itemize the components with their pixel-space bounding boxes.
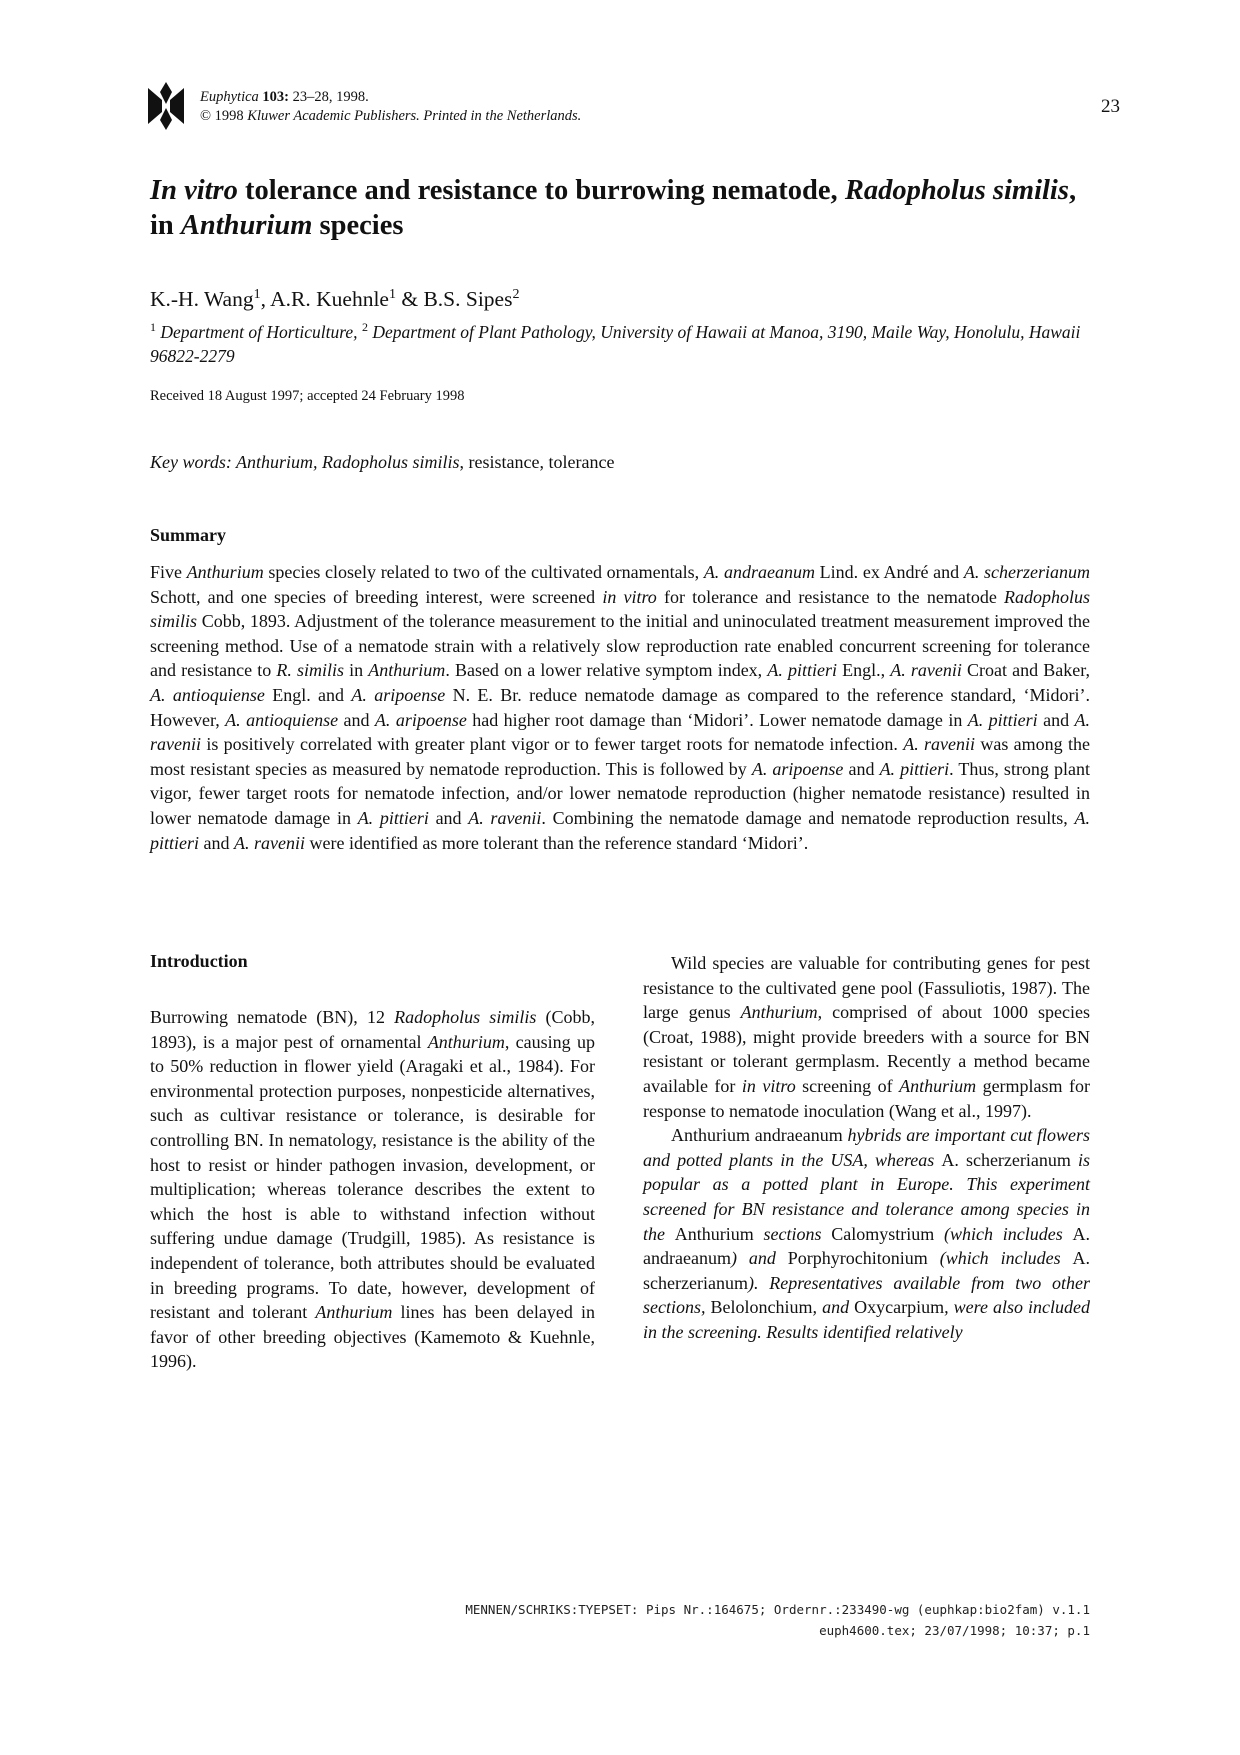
affil-text: Department of Horticulture, [156,321,362,342]
affil-mark: 2 [361,320,368,334]
italic-run: A. antioquiense [150,684,265,705]
title-part: Anthurium [180,210,313,241]
text-run: A. scherzerianum [941,1149,1071,1170]
title-part: species [312,210,404,241]
italic-run: A. ravenii [234,832,305,853]
text-run: Burrowing nematode (BN), 12 [150,1007,395,1027]
italic-run: A. ravenii [468,807,542,828]
title-part: In vitro [150,175,238,206]
text-run: is positively correlated with greater plant vigor or to fewer target roots for nematode infection. [201,734,904,755]
journal-pages: 23–28, 1998. [289,89,369,105]
text-run: N. E. Br. reduce nematode damage as compared to the reference standard, ‘Midori’. However, [150,684,1091,730]
author-name: , A.R. Kuehnle [260,287,389,312]
received-dates: Received 18 August 1997; accepted 24 February 1998 [150,388,465,404]
italic-run: R. similis [276,660,345,681]
text-run: Calomystrium [831,1223,935,1244]
text-run: lines has been delayed in favor of other breeding objectives (Kamemoto & Kuehnle, 1996). [150,1302,595,1372]
copyright-line [200,107,581,126]
intro-paragraph-3 [643,1123,1090,1344]
text-run: A. scherzerianum [643,1248,1090,1293]
italic-run: A. ravenii [890,660,962,681]
text-run: Belolonchium [710,1297,813,1318]
publisher-name: Kluwer Academic Publishers. Printed in the Netherlands. [247,108,582,124]
publisher-logo [148,82,184,130]
text-run: Engl., [836,660,891,681]
text-run: Lind. ex André and [814,562,964,582]
italic-run: Anthurium [186,562,264,582]
citation-line [200,88,581,107]
text-run: . Thus, strong plant vigor, fewer target roots for nematode infection, and/or lower nematode reproduction (higher nematode resistance) resulted in lower nematode damage in [150,758,1090,828]
journal-volume: 103: [262,89,290,105]
title-part: tolerance and resistance to burrowing nematode, [237,175,845,206]
text-run: Anthurium andraeanum [671,1125,843,1146]
text-run: and [338,709,375,730]
author-affil-mark: 1 [388,287,396,302]
text-run: for tolerance and resistance to the nematode [656,586,1004,607]
author-name: & B.S. Sipes [395,287,513,312]
title-part: Radopholus similis [844,175,1069,206]
affil-text: Department of Plant Pathology, University of Hawaii at Manoa, 3190, Maile Way, Honolulu, Hawaii 96822-2279 [150,321,1081,366]
title-part: , in [150,175,1077,241]
italic-run: Radopholus similis [150,586,1090,632]
text-run: Wild species are valuable for contributing genes for pest resistance to the cultivated gene pool (Fassuliotis, 1987). The large genus [643,953,1090,1023]
text-run: Schott, and one species of breeding interest, were screened [150,586,603,607]
italic-run: ). Representatives available from two other sections, [643,1272,1090,1318]
text-run: , causing up to 50% reduction in flower yield (Aragaki et al., 1984). For environmental protection purposes, nonpesticide alternatives, such as cultivar resistance or tolerance, is desirable for controlling BN. In nematology, resistance is the ability of the host to resist or hinder pathogen invasion, development, or multiplication; whereas tolerance describes the extent to which the host is able to withstand infection without suffering undue damage (Trudgill, 1985). As resistance is independent of tolerance, both attributes should be evaluated in breeding programs. To date, however, development of resistant and tolerant [150,1031,595,1323]
text-run: and [1037,709,1075,730]
italic-run: A. ravenii [150,709,1090,755]
publisher-logo-icon [148,82,184,130]
keywords-italic: Key words: Anthurium, Radopholus similis [150,452,460,472]
italic-run: (which includes [934,1223,1073,1244]
italic-run: in vitro [741,1075,796,1096]
intro-paragraph-1 [150,1005,595,1374]
intro-column-2 [643,951,1090,1345]
italic-run: A. ravenii [903,734,976,755]
text-run: , comprised of about 1000 species (Croat, 1988), might provide breeders with a source for BN resistant or tolerant germplasm. Recently a method became available for [643,1002,1090,1096]
italic-run: Radopholus similis [394,1007,537,1027]
text-run: in [344,660,369,681]
text-run: Oxycarpium [854,1297,945,1318]
text-run: A. andraeanum [643,1223,1090,1269]
summary-heading: Summary [150,525,226,545]
italic-run: Anthurium [899,1075,977,1096]
text-run: and [199,832,234,853]
italic-run: A. scherzerianum [963,562,1090,582]
italic-run: A. pittieri [150,807,1090,853]
text-run: Five [150,562,187,582]
italic-run: Anthurium [368,660,446,681]
italic-run: A. pittieri [967,709,1038,730]
page-number: 23 [1101,96,1120,117]
keywords-plain: , resistance, tolerance [459,452,615,472]
italic-run: A. aripoense [751,758,844,779]
author-list [150,287,519,312]
text-run: and [843,758,880,779]
author-affil-mark: 1 [253,287,261,302]
text-run: Anthurium [674,1223,754,1244]
text-run: had higher root damage than ‘Midori’. Lower nematode damage in [466,709,968,730]
intro-paragraph-2 [643,951,1090,1123]
journal-name: Euphytica [200,89,259,105]
text-run: screening of [795,1075,900,1096]
affil-mark: 1 [150,320,156,334]
italic-run: A. aripoense [351,684,446,705]
italic-run: Anthurium [315,1302,393,1323]
italic-run: A. aripoense [374,709,467,730]
text-run: and [428,807,469,828]
italic-run: Anthurium [740,1002,818,1023]
text-run: germplasm for response to nematode inoculation (Wang et al., 1997). [643,1075,1090,1121]
text-run: species closely related to two of the cultivated ornamentals, [263,562,704,582]
text-run: was among the most resistant species as measured by nematode reproduction. This is followed by [150,734,1090,779]
text-run: . Combining the nematode damage and nematode reproduction results, [541,807,1075,828]
italic-run: A. pittieri [879,758,950,779]
affiliations [150,315,1100,368]
paper-title [150,173,1090,243]
italic-run: sections [753,1223,832,1244]
keywords [150,452,614,473]
italic-run: Anthurium [427,1031,505,1052]
author-name: K.-H. Wang [150,287,254,312]
copyright-year: © 1998 [200,108,248,124]
italic-run: in vitro [602,586,657,607]
text-run: (Cobb, 1893), is a major pest of ornamental [150,1007,595,1052]
italic-run: A. pittieri [357,807,429,828]
text-run: Engl. and [264,684,352,705]
author-affil-mark: 2 [512,287,520,302]
italic-run: (which includes [927,1248,1073,1269]
italic-run: , were also included in the screening. Results identified relatively [643,1297,1091,1342]
italic-run: A. antioquiense [225,709,339,730]
typeset-line: euph4600.tex; 23/07/1998; 10:37; p.1 [819,1623,1090,1638]
journal-header [200,88,581,126]
text-run: . Based on a lower relative symptom index, [445,660,768,681]
italic-run: is popular as a potted plant in Europe. This experiment screened for BN resistance and tolerance among species in the [643,1149,1090,1244]
italic-run: A. andraeanum [703,562,815,582]
typeset-line: MENNEN/SCHRIKS:TYEPSET: Pips Nr.:164675; Ordernr.:233490-wg (euphkap:bio2fam) v.1.1 [465,1602,1090,1617]
text-run: Porphyrochitonium [787,1248,928,1269]
text-run: Croat and Baker, [961,660,1091,681]
introduction-heading: Introduction [150,951,248,971]
italic-run: , and [812,1297,855,1318]
italic-run: ) and [730,1248,788,1269]
summary-paragraph [150,560,1090,855]
typeset-footer [380,1599,1090,1641]
text-run: Cobb, 1893. Adjustment of the tolerance measurement to the initial and uninoculated treatment measurement improved the screening method. Use of a nematode strain with a relatively slow reproduction rate enabled concurrent screening for tolerance and resistance to [150,611,1090,681]
italic-run: A. pittieri [767,660,837,681]
italic-run: hybrids are important cut flowers and potted plants in the USA, whereas [643,1125,1090,1170]
text-run: were identified as more tolerant than the reference standard ‘Midori’. [304,832,809,853]
